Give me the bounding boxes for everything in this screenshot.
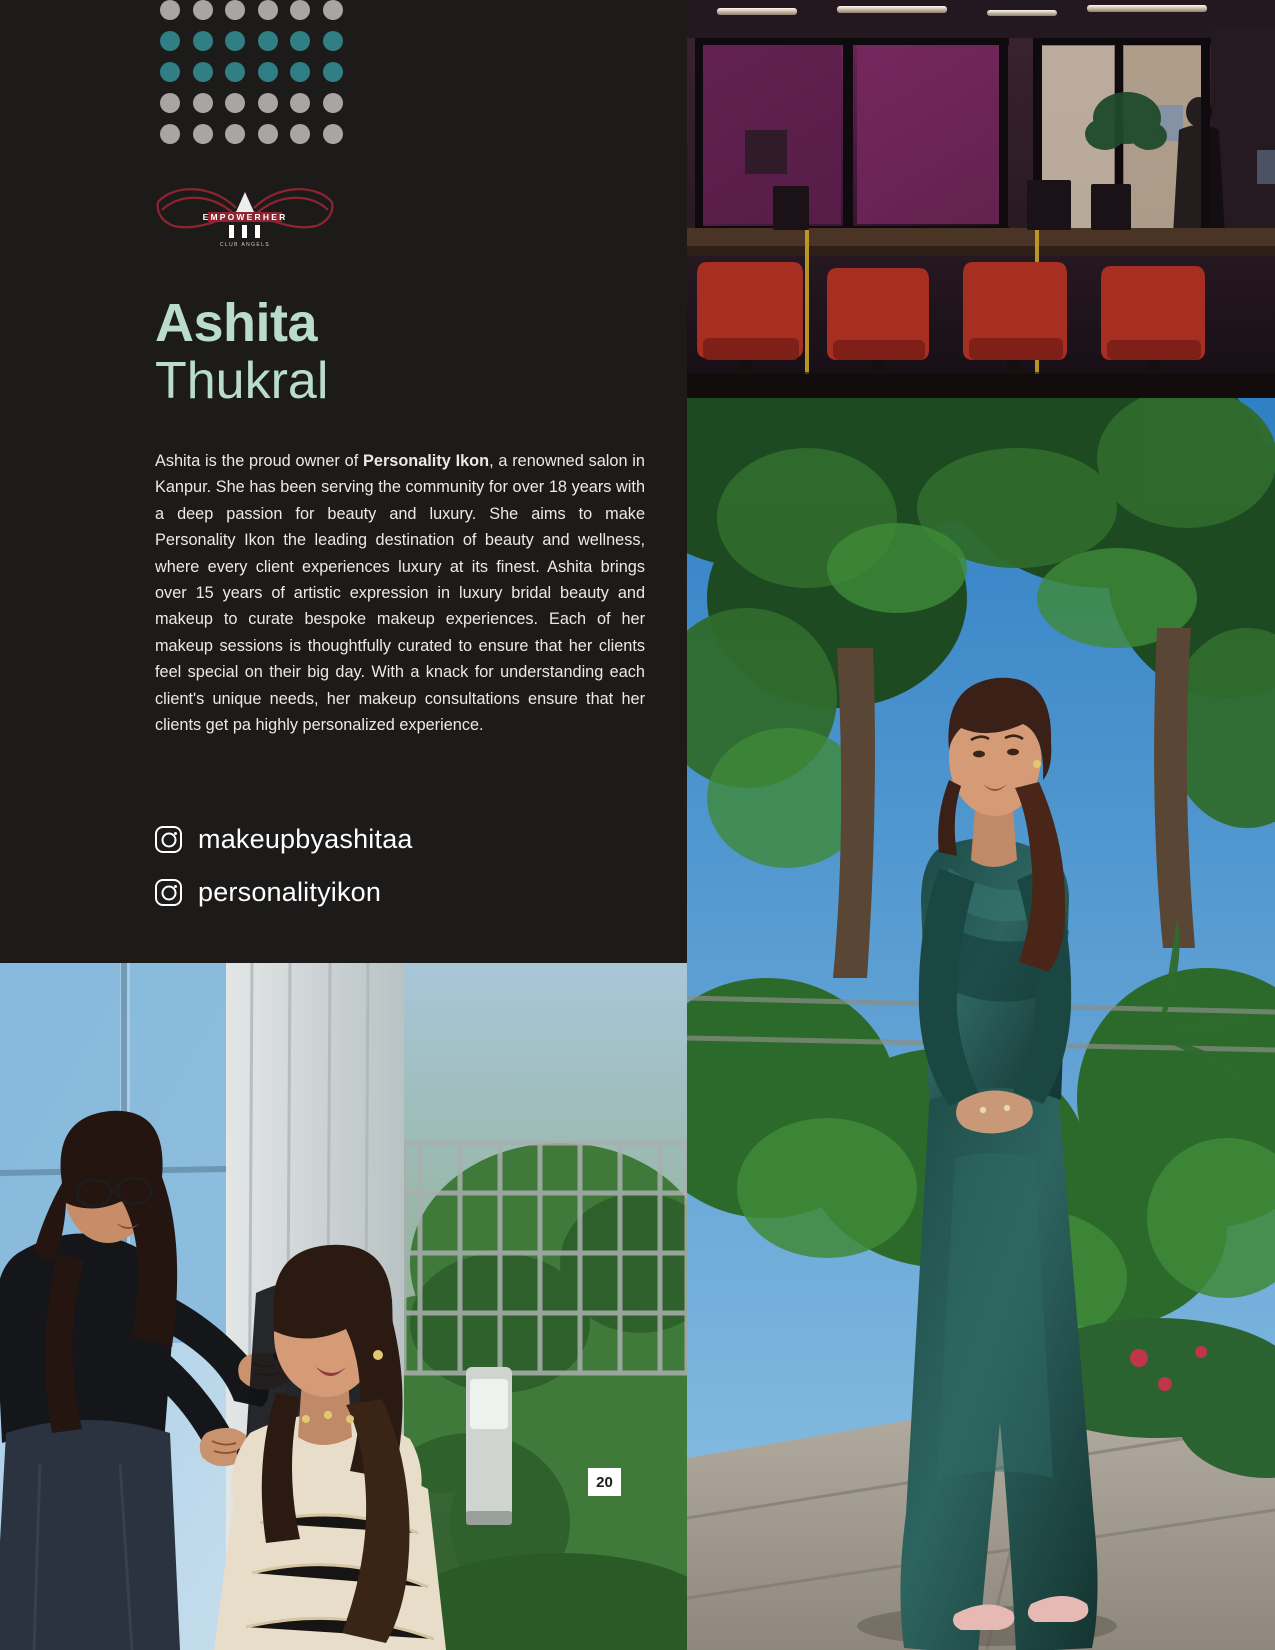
empowerher-club-logo (150, 178, 340, 250)
bio-text-part1: Ashita is the proud owner of (155, 452, 364, 470)
social-link-personalityikon[interactable] (155, 877, 655, 908)
dot (160, 93, 180, 113)
social-link-makeupbyashitaa[interactable] (155, 824, 655, 855)
first-name: Ashita (155, 293, 318, 353)
dot-row (160, 124, 350, 144)
social-links (155, 824, 655, 930)
dot (323, 93, 343, 113)
dot (258, 0, 278, 20)
bio-business-name: Personality Ikon (363, 452, 490, 470)
dot (225, 62, 245, 82)
makeup-session-photo (0, 963, 687, 1650)
dot (323, 0, 343, 20)
dot (160, 124, 180, 144)
logo-primary-text: EMPOWERHER (202, 212, 288, 222)
dot (160, 0, 180, 20)
instagram-icon (155, 826, 182, 853)
dot (193, 62, 213, 82)
logo-secondary-text: CLUB ANGELS (219, 242, 271, 248)
dot (225, 31, 245, 51)
dot (225, 93, 245, 113)
dot (193, 124, 213, 144)
dot-row (160, 31, 350, 51)
dot (258, 62, 278, 82)
dot (323, 124, 343, 144)
dot (323, 31, 343, 51)
bio-text-part2: , a renowned salon in Kanpur. She has been serving the community for over 18 years with a deep passion for beauty and luxury. She aims to make Personality Ikon the leading destination of beauty and wellness, where every client experiences luxury at its finest. Ashita brings over 15 years of artistic expression in luxury bridal beauty and makeup to curate bespoke makeup experiences. Each of her makeup sessions is thoughtfully curated to ensure that her clients feel special on their big day. With a knack for understanding each client's unique needs, her makeup consultations ensure that her clients get pa highly personalized experience. (155, 452, 645, 735)
dot (290, 31, 310, 51)
dot (193, 0, 213, 20)
instagram-handle: personalityikon (198, 877, 382, 907)
instagram-icon (155, 879, 182, 906)
dot (290, 93, 310, 113)
dot (290, 62, 310, 82)
dot (160, 62, 180, 82)
dot (193, 31, 213, 51)
dot (290, 0, 310, 20)
instagram-handle: makeupbyashitaa (198, 824, 413, 854)
dot (193, 93, 213, 113)
page-number: 20 (588, 1468, 621, 1496)
portrait-photo (687, 398, 1275, 1650)
salon-interior-photo (687, 0, 1275, 398)
dot (225, 0, 245, 20)
dot (160, 31, 180, 51)
dot (290, 124, 310, 144)
last-name: Thukral (155, 352, 329, 410)
dot-row (160, 93, 350, 113)
dot-row (160, 62, 350, 82)
dot (258, 124, 278, 144)
dot (323, 62, 343, 82)
profile-panel (0, 0, 700, 990)
dot-grid-decoration (160, 0, 350, 175)
dot (258, 31, 278, 51)
dot (258, 93, 278, 113)
profile-name (155, 293, 655, 410)
profile-bio (155, 448, 645, 738)
dot-row (160, 0, 350, 20)
dot (225, 124, 245, 144)
